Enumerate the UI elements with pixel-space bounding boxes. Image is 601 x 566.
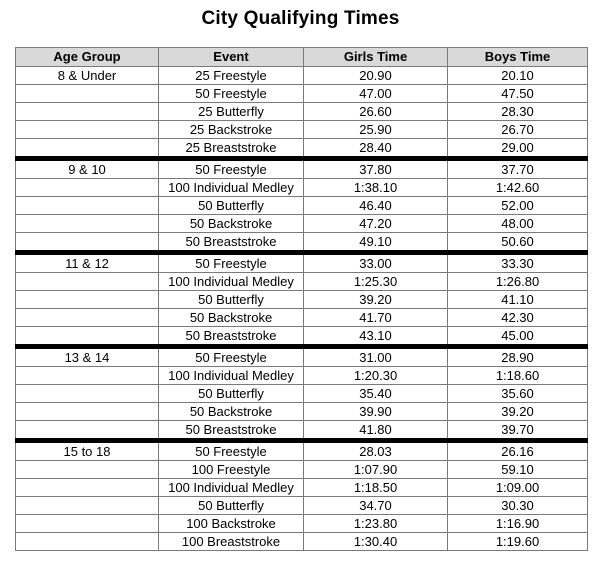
boys-time-cell: 59.10 — [448, 461, 588, 479]
event-cell: 50 Backstroke — [159, 309, 304, 327]
header-event: Event — [159, 48, 304, 67]
boys-time-cell: 28.30 — [448, 103, 588, 121]
event-cell: 25 Breaststroke — [159, 139, 304, 159]
table-row — [16, 403, 588, 421]
table-row — [16, 347, 588, 367]
girls-time-cell: 1:07.90 — [304, 461, 448, 479]
event-cell: 50 Freestyle — [159, 159, 304, 179]
age-group-cell: 9 & 10 — [16, 159, 159, 179]
table-row — [16, 461, 588, 479]
age-group-cell — [16, 403, 159, 421]
girls-time-cell: 49.10 — [304, 233, 448, 253]
boys-time-cell: 39.20 — [448, 403, 588, 421]
girls-time-cell: 1:25.30 — [304, 273, 448, 291]
age-group-cell — [16, 85, 159, 103]
event-cell: 50 Butterfly — [159, 291, 304, 309]
age-group-cell — [16, 291, 159, 309]
age-group-cell — [16, 233, 159, 253]
table-row — [16, 85, 588, 103]
girls-time-cell: 37.80 — [304, 159, 448, 179]
age-group-section — [16, 67, 588, 159]
girls-time-cell: 39.20 — [304, 291, 448, 309]
girls-time-cell: 34.70 — [304, 497, 448, 515]
age-group-section — [16, 253, 588, 347]
boys-time-cell: 37.70 — [448, 159, 588, 179]
event-cell: 25 Freestyle — [159, 67, 304, 85]
table-row — [16, 327, 588, 347]
boys-time-cell: 50.60 — [448, 233, 588, 253]
table-row — [16, 253, 588, 273]
girls-time-cell: 1:38.10 — [304, 179, 448, 197]
girls-time-cell: 39.90 — [304, 403, 448, 421]
boys-time-cell: 1:19.60 — [448, 533, 588, 551]
event-cell: 50 Freestyle — [159, 347, 304, 367]
age-group-cell: 13 & 14 — [16, 347, 159, 367]
event-cell: 100 Freestyle — [159, 461, 304, 479]
boys-time-cell: 41.10 — [448, 291, 588, 309]
age-group-cell — [16, 385, 159, 403]
table-row — [16, 385, 588, 403]
boys-time-cell: 26.16 — [448, 441, 588, 461]
table-row — [16, 121, 588, 139]
table-row — [16, 197, 588, 215]
girls-time-cell: 1:20.30 — [304, 367, 448, 385]
header-girls-time: Girls Time — [304, 48, 448, 67]
event-cell: 100 Individual Medley — [159, 367, 304, 385]
age-group-cell — [16, 215, 159, 233]
event-cell: 50 Butterfly — [159, 197, 304, 215]
table-row — [16, 515, 588, 533]
table-row — [16, 273, 588, 291]
page-title: City Qualifying Times — [201, 8, 400, 29]
table-row — [16, 441, 588, 461]
boys-time-cell: 1:42.60 — [448, 179, 588, 197]
table-row — [16, 309, 588, 327]
table-row — [16, 497, 588, 515]
age-group-section — [16, 159, 588, 253]
girls-time-cell: 46.40 — [304, 197, 448, 215]
event-cell: 50 Freestyle — [159, 85, 304, 103]
age-group-cell — [16, 121, 159, 139]
event-cell: 50 Freestyle — [159, 441, 304, 461]
age-group-cell — [16, 515, 159, 533]
event-cell: 50 Butterfly — [159, 497, 304, 515]
girls-time-cell: 35.40 — [304, 385, 448, 403]
table-row — [16, 479, 588, 497]
boys-time-cell: 1:09.00 — [448, 479, 588, 497]
girls-time-cell: 33.00 — [304, 253, 448, 273]
event-cell: 50 Backstroke — [159, 215, 304, 233]
age-group-section — [16, 347, 588, 441]
girls-time-cell: 28.40 — [304, 139, 448, 159]
header-boys-time: Boys Time — [448, 48, 588, 67]
event-cell: 50 Freestyle — [159, 253, 304, 273]
boys-time-cell: 52.00 — [448, 197, 588, 215]
event-cell: 100 Individual Medley — [159, 273, 304, 291]
girls-time-cell: 20.90 — [304, 67, 448, 85]
table-row — [16, 233, 588, 253]
age-group-cell: 15 to 18 — [16, 441, 159, 461]
boys-time-cell: 39.70 — [448, 421, 588, 441]
boys-time-cell: 30.30 — [448, 497, 588, 515]
event-cell: 50 Breaststroke — [159, 233, 304, 253]
age-group-cell — [16, 367, 159, 385]
table-row — [16, 139, 588, 159]
table-row — [16, 215, 588, 233]
header-row — [16, 48, 588, 67]
age-group-section — [16, 441, 588, 551]
age-group-cell — [16, 179, 159, 197]
boys-time-cell: 26.70 — [448, 121, 588, 139]
age-group-cell — [16, 103, 159, 121]
girls-time-cell: 1:18.50 — [304, 479, 448, 497]
table-row — [16, 421, 588, 441]
qualifying-times-table — [15, 47, 588, 551]
age-group-cell — [16, 479, 159, 497]
table-row — [16, 533, 588, 551]
event-cell: 100 Individual Medley — [159, 479, 304, 497]
boys-time-cell: 28.90 — [448, 347, 588, 367]
girls-time-cell: 1:30.40 — [304, 533, 448, 551]
boys-time-cell: 45.00 — [448, 327, 588, 347]
table-row — [16, 159, 588, 179]
event-cell: 50 Breaststroke — [159, 327, 304, 347]
event-cell: 100 Backstroke — [159, 515, 304, 533]
boys-time-cell: 1:16.90 — [448, 515, 588, 533]
girls-time-cell: 28.03 — [304, 441, 448, 461]
boys-time-cell: 48.00 — [448, 215, 588, 233]
event-cell: 100 Individual Medley — [159, 179, 304, 197]
boys-time-cell: 29.00 — [448, 139, 588, 159]
table-row — [16, 367, 588, 385]
table-row — [16, 179, 588, 197]
girls-time-cell: 31.00 — [304, 347, 448, 367]
age-group-cell — [16, 327, 159, 347]
girls-time-cell: 43.10 — [304, 327, 448, 347]
event-cell: 50 Backstroke — [159, 403, 304, 421]
girls-time-cell: 47.00 — [304, 85, 448, 103]
boys-time-cell: 20.10 — [448, 67, 588, 85]
table-row — [16, 291, 588, 309]
table-row — [16, 67, 588, 85]
age-group-cell: 8 & Under — [16, 67, 159, 85]
boys-time-cell: 42.30 — [448, 309, 588, 327]
age-group-cell — [16, 421, 159, 441]
boys-time-cell: 33.30 — [448, 253, 588, 273]
girls-time-cell: 25.90 — [304, 121, 448, 139]
age-group-cell — [16, 273, 159, 291]
girls-time-cell: 1:23.80 — [304, 515, 448, 533]
header-age-group: Age Group — [16, 48, 159, 67]
age-group-cell — [16, 309, 159, 327]
boys-time-cell: 35.60 — [448, 385, 588, 403]
girls-time-cell: 41.70 — [304, 309, 448, 327]
boys-time-cell: 1:26.80 — [448, 273, 588, 291]
age-group-cell: 11 & 12 — [16, 253, 159, 273]
boys-time-cell: 47.50 — [448, 85, 588, 103]
event-cell: 100 Breaststroke — [159, 533, 304, 551]
event-cell: 50 Butterfly — [159, 385, 304, 403]
age-group-cell — [16, 497, 159, 515]
table-header — [16, 48, 588, 67]
age-group-cell — [16, 533, 159, 551]
girls-time-cell: 47.20 — [304, 215, 448, 233]
age-group-cell — [16, 139, 159, 159]
event-cell: 25 Backstroke — [159, 121, 304, 139]
age-group-cell — [16, 461, 159, 479]
girls-time-cell: 26.60 — [304, 103, 448, 121]
girls-time-cell: 41.80 — [304, 421, 448, 441]
event-cell: 50 Breaststroke — [159, 421, 304, 441]
event-cell: 25 Butterfly — [159, 103, 304, 121]
age-group-cell — [16, 197, 159, 215]
table-row — [16, 103, 588, 121]
boys-time-cell: 1:18.60 — [448, 367, 588, 385]
